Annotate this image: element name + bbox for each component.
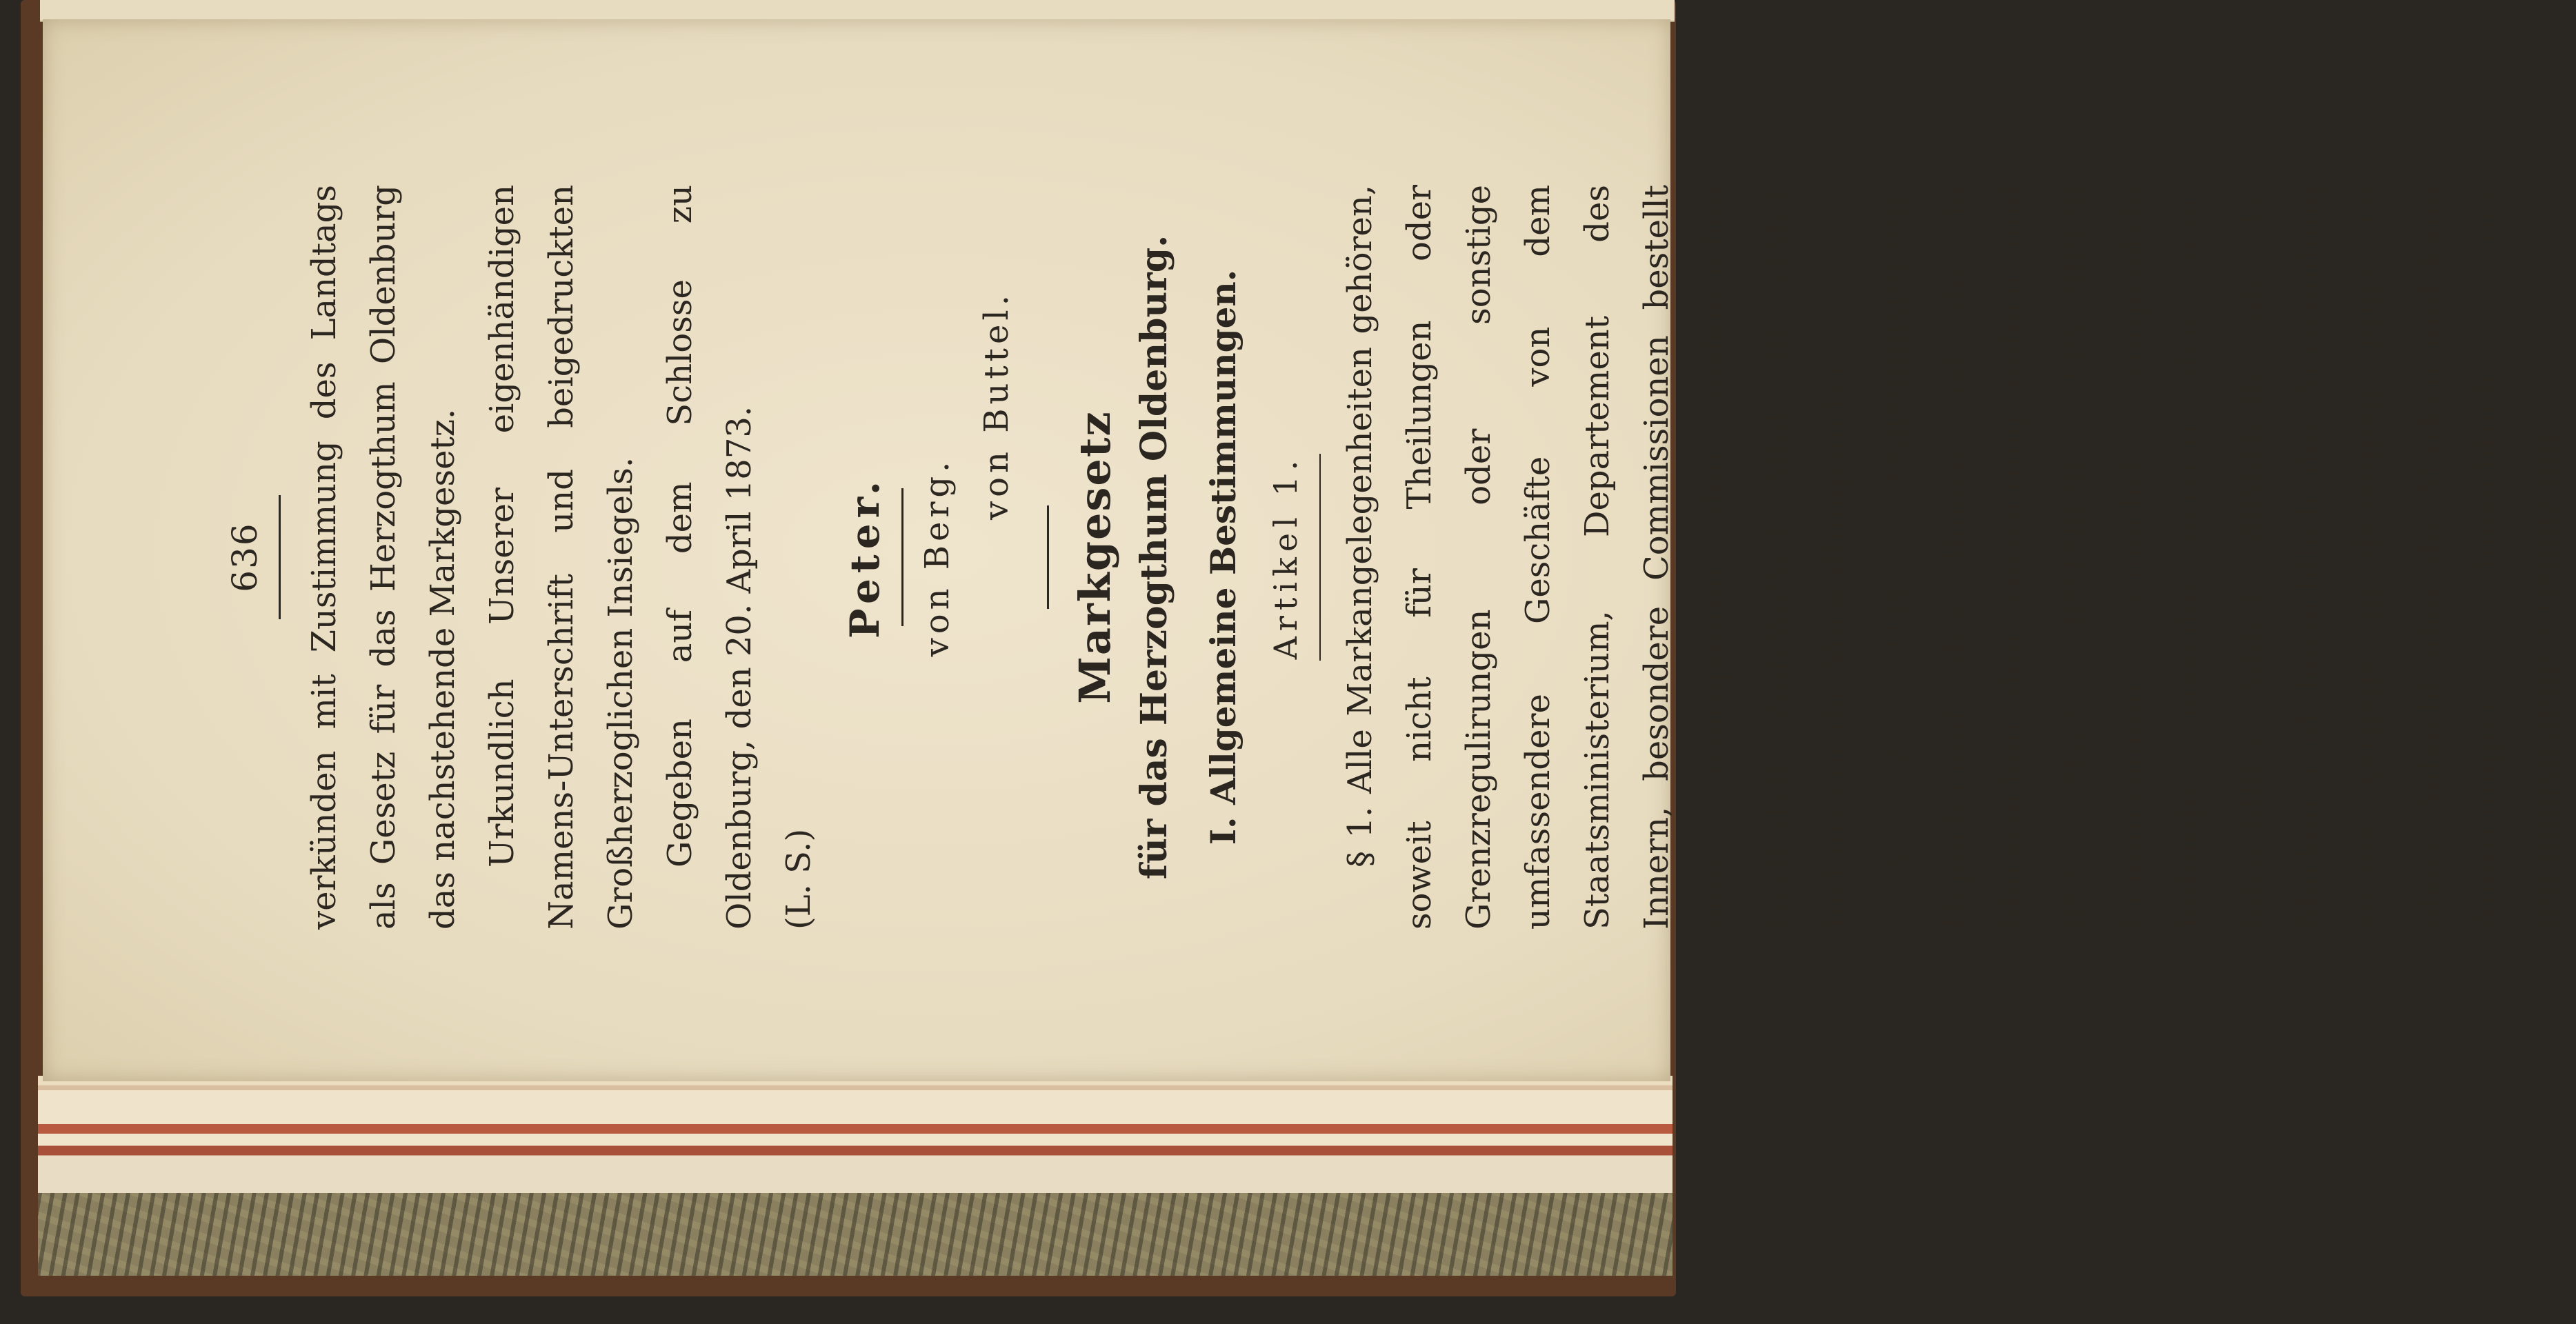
preamble-paragraph-2: Urkundlich Unserer eigenhändigen Namens-Unterschrift und beigedruckten Großherzoglichen Insiegels. xyxy=(483,185,640,930)
printed-page xyxy=(43,19,2566,1081)
header-rule xyxy=(279,495,281,619)
signature-block xyxy=(835,185,1026,930)
preamble-paragraph-1: verkünden mit Zustimmung des Landtags als Gesetz für das Herzogthum Oldenburg das nachstehende Markgesetz. xyxy=(305,185,462,930)
page-edges xyxy=(38,1076,1673,1196)
signature-sovereign: Peter. xyxy=(841,475,888,639)
article-rule xyxy=(1319,454,1321,661)
signature-minister-1: von Berg. xyxy=(918,457,957,657)
section-rule xyxy=(1047,505,1049,609)
section-heading: I. Allgemeine Bestimmungen. xyxy=(1203,269,1244,845)
rotated-text-block xyxy=(215,185,2566,930)
law-subtitle: für das Herzogthum Oldenburg. xyxy=(1133,234,1175,880)
signature-rule xyxy=(901,488,903,626)
page-number: 636 xyxy=(225,522,265,592)
article-heading: Artikel 1. xyxy=(1267,454,1304,660)
law-paragraph-2: § 2. Das Staatsministerium, Departement des Innern, ist die in Marksachen den Verwaltungsämtern und den etwa bestellten besonderen Commissionen zunächst vorgesetzte Behörde. Dasselbe vertritt den Staat hinsichtlich seiner Ansprüche an die Marken und hinsichtlich der Verwendung seines Antheils an denselben, führt die obere Aufsicht über die Marken und kann Anordnungen hinsichtlich der ordnungsmäßigen Benutzung xyxy=(1875,185,2566,930)
preamble-paragraph-3: Gegeben auf dem Schlosse zu Oldenburg, den 20. April 1873. xyxy=(661,185,759,930)
law-title: Markgesetz xyxy=(1070,410,1120,704)
seal-mark: (L. S.) xyxy=(779,828,818,930)
law-paragraph-1: § 1. Alle Markangelegenheiten gehören, soweit nicht für Theilungen oder Grenzregulirungen oder sonstige umfassendere Geschäfte von dem Staatsministerium, Departement des Innern, besondere Commissionen bestellt oder Streitigkeiten den ordentlichen Gerichten zugewiesen sind, in erster Instanz vor die Verwaltungsämter. xyxy=(1341,185,1854,930)
marbled-cover-edge xyxy=(38,1193,1673,1276)
signature-minister-2: von Buttel. xyxy=(977,291,1016,520)
